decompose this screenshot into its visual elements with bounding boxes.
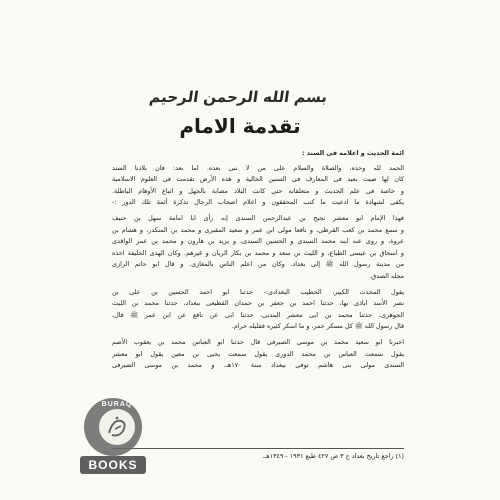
paragraph-4: [112, 337, 404, 372]
footnote: (١) راجع تاريخ بغداد ج ٣ ص ٤٢٧ طبع ١٩٣١ - ١٣٤٩هـ.: [262, 452, 404, 460]
footnote-divider: [112, 448, 404, 449]
text-line-last: قال رسول الله ﷺ كل مسكر خمر، و ما اسكر كثيره فقليله حرام.: [231, 322, 404, 331]
text-line: و خاصة فى علم الحديث و متعلقاته حتى كانت البلاد مصابة بالجهل و اتباع الأوهام الباطلة.: [112, 186, 404, 195]
section-heading: ائمة الحديث و اعلامه فى السند :: [302, 149, 404, 157]
basmala-calligraphy: بسم الله الرحمن الرحيم: [148, 88, 329, 106]
text-line: فهذا الإمام ابو معشر نجيح بن عبدالرحمن السندى إنه رأى ابا امامة سهل بن حنيف: [112, 213, 404, 222]
watermark-books-text: BOOKS: [80, 456, 146, 474]
buraq-books-watermark: [80, 398, 148, 482]
text-line-last: محله الصدق.: [369, 271, 404, 280]
text-line: كان لها صيت بعيد فى المعارف فى السنين الخالية و هذه الأرض تقدمت فى العلوم الاسلامية: [112, 175, 404, 184]
paragraph-2: [112, 213, 404, 283]
text-line: يقول المحدث الكبير، الخطيب البغدادى:- حدثنا ابو احمد الحسين بن على بن: [112, 287, 404, 296]
text-line: و سمع محمد بن كعب القرظى، و نافعا مولى ابن عمر و سعيد المقبرى و محمد بن المنكدر، و هشام بن: [112, 225, 404, 234]
text-line: و اسحاق بن عيسى الطباع، و الليث بن سعد و محمد بن بكار الريان و غيرهم. وكان الهدى الخليفة اخذه: [112, 248, 404, 257]
text-line: عروة، و روى عنه ابنه محمد السندى و الحسين السندى، و يزيد بن هارون و محمد بن عمر الواقدى: [112, 237, 404, 246]
page-title: تقدمة الامام: [179, 114, 301, 138]
text-line: نصر الأسد اباذى بها، حدثنا احمد بن جعفر بن حمدان القطيعى ببغداد، حدثنا محمد بن الليث: [112, 299, 404, 308]
text-line: من مدينة رسول الله ﷺ إلى بغداد. وكان من اعلم الناس بالمغازى. و قال ابو حاتم الرازى: [112, 260, 404, 269]
paragraph-1: [112, 148, 404, 209]
text-line: الجوهرى، حدثنا محمد بن ابى معشر المدنى، حدثنا ابى عن نافع عن ابن عمر ﷺ قال،: [112, 310, 404, 319]
watermark-brand-text: BURAQ: [101, 401, 133, 408]
text-line: يكفى لشهادة ما ادعيت ما كتب المحققون و اعلام اصحاب الرجال تذكرة أئمة تلك الدور :-: [112, 198, 404, 207]
paragraph-3: [112, 287, 404, 333]
body-text: [112, 148, 404, 376]
text-line: اخبرنا ابو سعيد محمد بن موسى الصيرفى قال حدثنا ابو العباس محمد بن يعقوب الأصم: [112, 337, 404, 346]
watermark-emblem: [99, 409, 135, 445]
text-line: الحمد لله وحده، والصلاة والسلام على من لا نبى بعده. اما بعد: فان بلادنا السند: [112, 163, 404, 172]
calligraphy-emblem-icon: [99, 409, 135, 445]
text-line: السندى مولى بنى هاشم توفى ببغداد سنة ١٧٠هـ، و محمد بن موسى الصيرفى: [112, 361, 404, 370]
watermark-ring: [84, 398, 142, 456]
text-line: يقول سمعت العباس بن محمد الدورى يقول سمعت يحيى بن معين يقول ابو معشر: [112, 349, 404, 358]
